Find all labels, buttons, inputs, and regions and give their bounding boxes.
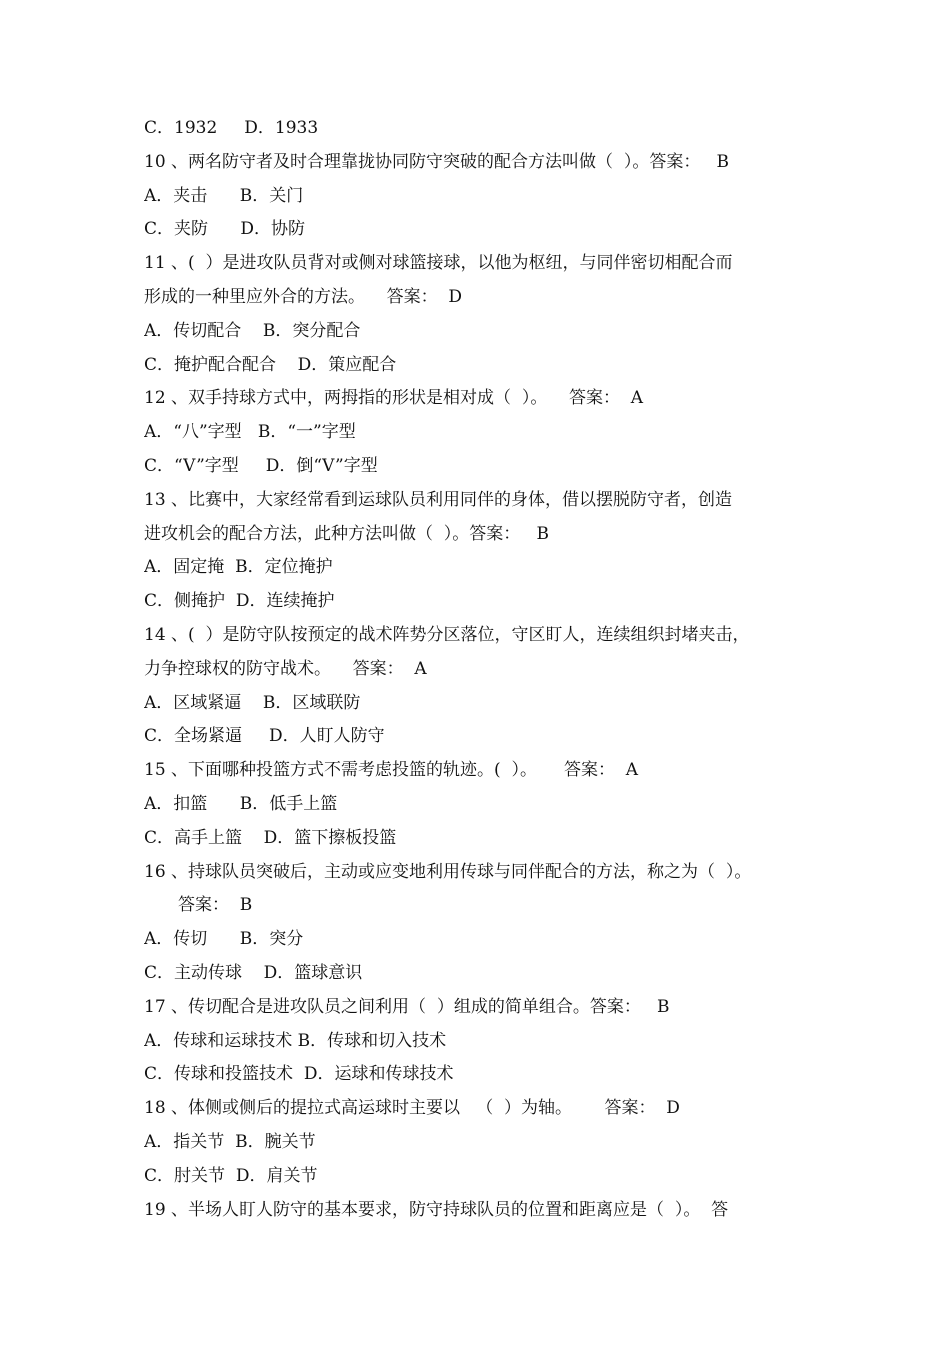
text-line: C．“V”字型 D．倒“V”字型 [144, 455, 378, 476]
text-line: A．扣篮 B．低手上篮 [144, 793, 338, 814]
text-line: A．传球和运球技术 B．传球和切入技术 [144, 1030, 447, 1051]
text-line: 11 、( ）是进攻队员背对或侧对球篮接球，以他为枢纽，与同伴密切相配合而 [144, 253, 733, 274]
text-line: 18 、体侧或侧后的提拉式高运球时主要以 （ ）为轴。 答案： D [144, 1098, 680, 1119]
text-line: A．区域紧逼 B．区域联防 [144, 692, 361, 713]
text-line: A．传切 B．突分 [144, 929, 304, 950]
text-line: 13 、比赛中，大家经常看到运球队员利用同伴的身体，借以摆脱防守者，创造 [144, 489, 733, 510]
text-line: A．传切配合 B．突分配合 [144, 320, 361, 341]
text-line: C．高手上篮 D．篮下擦板投篮 [144, 827, 397, 848]
text-line: 形成的一种里应外合的方法。 答案： D [144, 286, 463, 307]
text-line: 15 、下面哪种投篮方式不需考虑投篮的轨迹。( ）。 答案： A [144, 760, 639, 781]
text-line: A．夹击 B．关门 [144, 185, 304, 206]
text-line: 10 、两名防守者及时合理靠拢协同防守突破的配合方法叫做（ ）。答案： B [144, 151, 730, 172]
text-line: 答案： B [178, 895, 253, 916]
text-line: 力争控球权的防守战术。 答案： A [144, 658, 427, 679]
text-line: C．侧掩护 D．连续掩护 [144, 591, 335, 612]
text-line: 进攻机会的配合方法，此种方法叫做（ ）。答案： B [144, 523, 550, 544]
text-line: C．主动传球 D．篮球意识 [144, 962, 363, 983]
text-line: 17 、传切配合是进攻队员之间利用（ ）组成的简单组合。答案： B [144, 996, 670, 1017]
text-line: A．固定掩 B．定位掩护 [144, 557, 333, 578]
text-line: C．肘关节 D．肩关节 [144, 1165, 318, 1186]
text-line: 19 、半场人盯人防守的基本要求，防守持球队员的位置和距离应是（ ）。 答 [144, 1199, 729, 1220]
text-line: 14 、( ）是防守队按预定的战术阵势分区落位，守区盯人，连续组织封堵夹击， [144, 624, 750, 645]
text-line: C．全场紧逼 D．人盯人防守 [144, 726, 385, 747]
text-line: A．指关节 B．腕关节 [144, 1131, 316, 1152]
document-body [144, 112, 816, 1227]
text-line: C．1932 D．1933 [144, 118, 319, 138]
text-line: 16 、持球队员突破后，主动或应变地利用传球与同伴配合的方法，称之为（ ）。 [144, 861, 752, 882]
text-line: 12 、双手持球方式中，两拇指的形状是相对成（ ）。 答案： A [144, 388, 644, 409]
text-line: C．掩护配合配合 D．策应配合 [144, 354, 397, 375]
text-line: A．“八”字型 B．“一”字型 [144, 422, 356, 443]
text-line: C．传球和投篮技术 D．运球和传球技术 [144, 1064, 454, 1085]
text-line: C．夹防 D．协防 [144, 219, 306, 240]
